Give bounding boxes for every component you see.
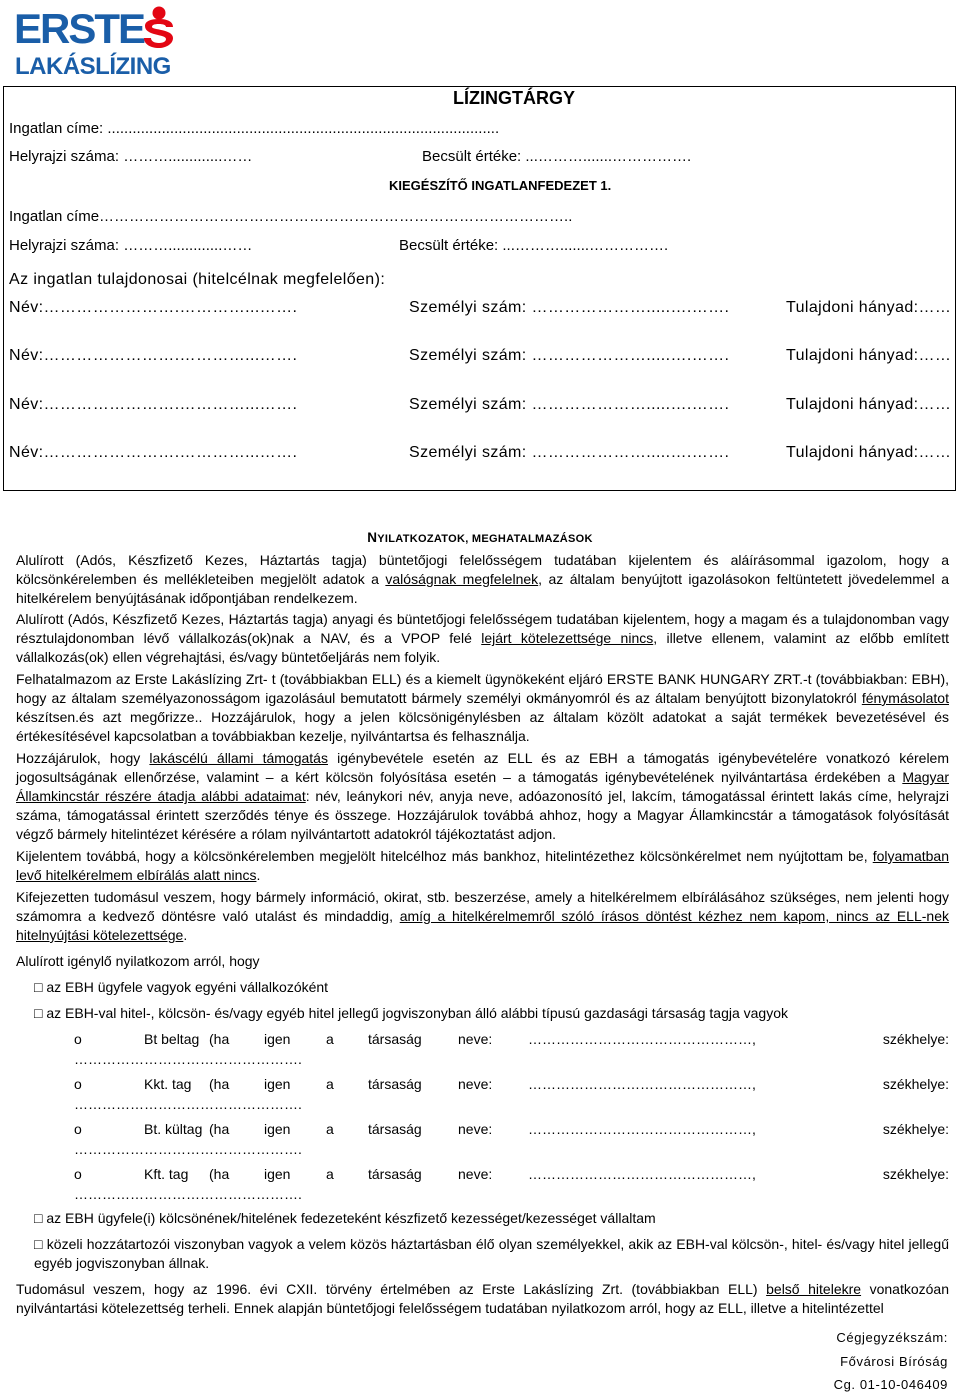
company-name-field[interactable]: …………………………………………,: [528, 1031, 756, 1047]
property-address-field[interactable]: Ingatlan címe: ..............................................................................................: [9, 120, 500, 137]
checkbox-company-member[interactable]: □ az EBH-val hitel-, kölcsön- és/vagy egyéb hitel jellegű jogviszonyban álló alábbi típusú gazdasági társaság tagja vagyok: [34, 1005, 788, 1021]
company-name-field[interactable]: …………………………………………,: [528, 1121, 756, 1137]
declarations-heading: [0, 530, 960, 545]
declaration-paragraph: Hozzájárulok, hogy lakáscélú állami támogatás igénybevétele esetén az ELL és az EBH a támogatás igénybevételére vonatkozó kérelem jogosultságának ellenőrzése, valamint – a kért kölcsön folyósítása esetén – a támogatás igénybevételének nyilvántartása érdekében a Magyar Államkincstár részére átadja alábbi adataimat: név, leánykori név, anyja neve, adóazonosító jel, lakcím, támogatással érintett lakás címe, helyrajzi száma, támogatással érintett szerződés ténye és összege. Hozzájárulok továbbá ahhoz, hogy a Magyar Államkincstár a támogatások folyósítását végző bármely hitelintézet kérésére a rólam nyilvántartott adatokról tájékoztatást adjon.: [16, 750, 949, 842]
collateral-value-field[interactable]: Becsült értéke: ...……….......…………….: [399, 237, 669, 254]
declaration-paragraph: Felhatalmazom az Erste Lakáslízing Zrt- t (továbbiakban ELL) és a kiemelt ügynökeként eljáró ERSTE BANK HUNGARY ZRT.-t (továbbiakban: EBH), hogy az általam személyazonosságom igazolásául bemutatott bármely személyi okmányomról és az általam benyújtott bizonylatokról fénymásolatot készítsen.és azt megőrizze.. Hozzájárulok, hogy a jelen kölcsönigénylésben az általam közölt adatokat a saját termékek bevezetésével és értékesítésével kapcsolatban a továbbiakban kezelje, nyilvántartsa és felhasználja.: [16, 671, 949, 744]
owner-name-field[interactable]: Név:…………………….…………...…….: [9, 396, 298, 413]
owner-share-field[interactable]: Tulajdoni hányad:……: [786, 299, 952, 316]
additional-collateral-title: KIEGÉSZÍTŐ INGATLANFEDEZET 1.: [389, 178, 612, 193]
owner-name-field[interactable]: Név:…………………….…………...…….: [9, 347, 298, 364]
logo-text-erste: ERSTE: [14, 5, 145, 52]
footer-registry-number: Cg. 01-10-046409: [833, 1377, 948, 1392]
footer-registry-label: Cégjegyzékszám:: [836, 1330, 948, 1345]
erste-lakaslizing-logo: [14, 4, 184, 82]
owners-title: Az ingatlan tulajdonosai (hitelcélnak megfelelően):: [9, 271, 386, 288]
company-name-field[interactable]: …………………………………………,: [528, 1076, 756, 1092]
collateral-address-field[interactable]: Ingatlan címe…………………………………………………………………………………..: [9, 208, 573, 225]
declarations-heading-rest: YILATKOZATOK, MEGHATALMAZÁSOK: [377, 533, 593, 545]
erste-logo-mark-icon: [139, 4, 179, 52]
company-seat-field[interactable]: ………………………………………….: [74, 1096, 302, 1112]
owner-share-field[interactable]: Tulajdoni hányad:……: [786, 396, 952, 413]
declaration-paragraph: Alulírott (Adós, Készfizető Kezes, Háztartás tagja) anyagi és büntetőjogi felelősségem tudatában kijelentem, hogy a magam és a tulajdonomban vagy résztulajdonomban lévő vállalkozás(ok)nak a NAV, és a VPOP felé lejárt kötelezettsége nincs, illetve ellenem, valamint az előbb említett vállalkozás(ok) ellen végrehajtási, és/vagy büntetőeljárás nem folyik.: [16, 611, 950, 665]
owner-share-field[interactable]: Tulajdoni hányad:……: [786, 347, 952, 364]
company-seat-field[interactable]: ………………………………………….: [74, 1141, 302, 1157]
owner-name-field[interactable]: Név:…………………….…………...…….: [9, 444, 298, 461]
company-name-field[interactable]: …………………………………………,: [528, 1166, 756, 1182]
declaration-paragraph: Kifejezetten tudomásul veszem, hogy bármely információ, okirat, stb. beszerzése, amely a hitelkérelmem elbírálásához szükséges, nem jelenti hogy számomra a kedvező döntésre való utalást és mindaddig, amíg a hitelkérelmemről szóló írásos döntést kézhez nem kapom, nincs az ELL-nek hitelnyújtási kötelezettsége.: [16, 889, 949, 943]
declaration-paragraph: Kijelentem továbbá, hogy a kölcsönkérelemben megjelölt hitelcélhoz más bankhoz, hitelintézethez kölcsönkérelmet nem nyújtottam be, folyamatban levő hitelkérelmem elbírálás alatt nincs.: [16, 848, 949, 883]
declaration-intro: Alulírott igénylő nyilatkozom arról, hogy: [16, 953, 260, 969]
checkbox-close-relative[interactable]: □ közeli hozzátartozói viszonyban vagyok a velem közös háztartásban élő olyan személyekkel, akik az EBH-val kölcsön-, hitel- és/vagy hitel jellegű egyéb jogviszonyban állnak.: [34, 1236, 949, 1271]
checkbox-self-employed[interactable]: □ az EBH ügyfele vagyok egyéni vállalkozóként: [34, 979, 329, 995]
owner-id-field[interactable]: Személyi szám: ………………….....….…….: [409, 396, 730, 413]
owner-share-field[interactable]: Tulajdoni hányad:……: [786, 444, 952, 461]
company-row-bt-partner: o Bt beltag (ha igen a társaság neve: …………………………………………, székhelye: ………………………………………….: [74, 1028, 949, 1072]
company-row-bt-limited-partner: o Bt. kültag (ha igen a társaság neve: …………………………………………, székhelye: ………………………………………….: [74, 1118, 949, 1162]
box-title: LÍZINGTÁRGY: [453, 88, 575, 108]
declaration-paragraph: Tudomásul veszem, hogy az 1996. évi CXII. törvény értelmében az Erste Lakáslízing Zrt. (továbbiakban ELL) belső hitelekre vonatkozóan nyilvántartási kötelezettség terheli. Ennek alapján büntetőjogi felelősségem tudatában nyilatkozom arról, hogy az ELL, illetve a hitelintézettel: [16, 1281, 949, 1316]
declarations-heading-initial: N: [367, 530, 378, 545]
company-row-kkt-member: o Kkt. tag (ha igen a társaság neve: …………………………………………, székhelye: ………………………………………….: [74, 1073, 949, 1117]
owner-id-field[interactable]: Személyi szám: ………………….....….…….: [409, 444, 730, 461]
owner-id-field[interactable]: Személyi szám: ………………….....….…….: [409, 347, 730, 364]
parcel-number-field[interactable]: Helyrajzi száma: ……….............……: [9, 148, 253, 165]
company-seat-field[interactable]: ………………………………………….: [74, 1186, 302, 1202]
declaration-paragraph: Alulírott (Adós, Készfizető Kezes, Háztartás tagja) büntetőjogi felelősségem tudatában kijelentem és aláírásommal igazolom, hogy a kölcsönkérelemben és mellékleteiben megjelölt adatok a valóságnak megfelelnek, az általam benyújtott igazolásokon feltüntetett jövedelemmel a hitelkérelem benyújtásának időpontjában rendelkezem.: [16, 552, 949, 606]
owner-name-field[interactable]: Név:…………………….…………...…….: [9, 299, 298, 316]
estimated-value-field[interactable]: Becsült értéke: ...……….......…………….: [422, 148, 692, 165]
checkbox-guarantor[interactable]: □ az EBH ügyfele(i) kölcsönének/hitelének fedezeteként készfizető kezességet/kezességet vállaltam: [34, 1210, 656, 1226]
logo-text-lakaslizing: LAKÁSLÍZING: [15, 53, 171, 80]
company-row-kft-member: o Kft. tag (ha igen a társaság neve: …………………………………………, székhelye: ………………………………………….: [74, 1163, 949, 1207]
owner-id-field[interactable]: Személyi szám: ………………….....….…….: [409, 299, 730, 316]
collateral-parcel-field[interactable]: Helyrajzi száma: ……….............……: [9, 237, 253, 254]
footer-court: Fővárosi Bíróság: [840, 1354, 948, 1369]
company-seat-field[interactable]: ………………………………………….: [74, 1051, 302, 1067]
